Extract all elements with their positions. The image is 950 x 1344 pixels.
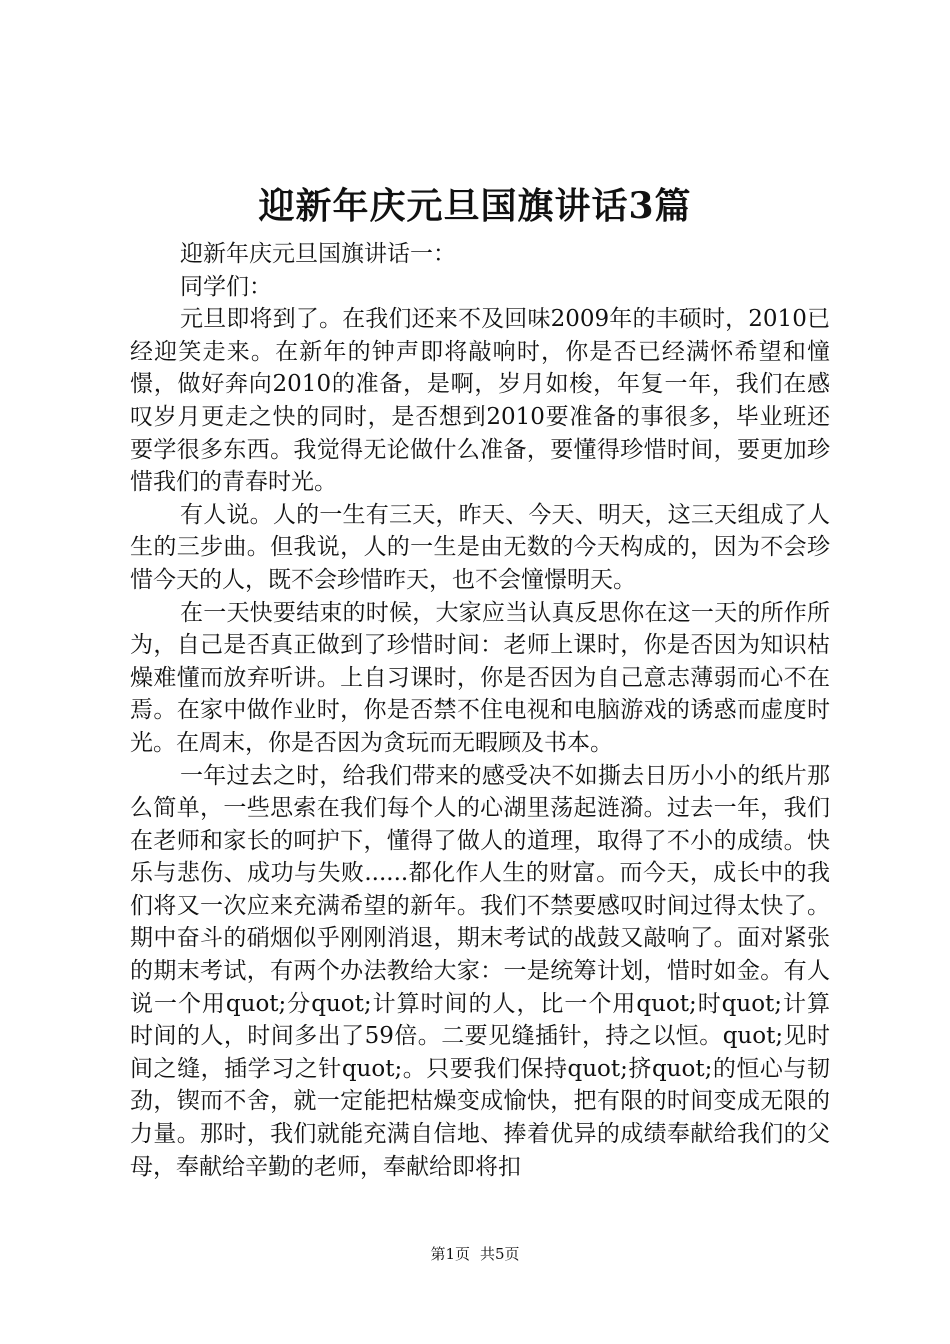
document-body <box>130 238 830 1183</box>
paragraph: 在一天快要结束的时候，大家应当认真反思你在这一天的所作所为，自己是否真正做到了珍惜时间：老师上课时，你是否因为知识枯燥难懂而放弃听讲。上自习课时，你是否因为自己意志薄弱而心不在焉。在家中做作业时，你是否禁不住电视和电脑游戏的诱惑而虚度时光。在周末，你是否因为贪玩而无暇顾及书本。 <box>130 599 830 756</box>
document-title: 迎新年庆元旦国旗讲话3篇 <box>258 185 692 227</box>
page-footer <box>0 1244 950 1264</box>
paragraph-salutation: 同学们： <box>180 273 272 300</box>
paragraph: 元旦即将到了。在我们还来不及回味2009年的丰硕时，2010已经迎笑走来。在新年的钟声即将敲响时，你是否已经满怀希望和憧憬，做好奔向2010的准备，是啊，岁月如梭，年复一年，我们在感叹岁月更走之快的同时，是否想到2010要准备的事很多，毕业班还要学很多东西。我觉得无论做什么准备，要懂得珍惜时间，要更加珍惜我们的青春时光。 <box>130 306 830 496</box>
paragraph: 一年过去之时，给我们带来的感受决不如撕去日历小小的纸片那么简单，一些思索在我们每个人的心湖里荡起涟漪。过去一年，我们在老师和家长的呵护下，懂得了做人的道理，取得了不小的成绩。快乐与悲伤、成功与失败......都化作人生的财富。而今天，成长中的我们将又一次应来充满希望的新年。我们不禁要感叹时间过得太快了。期中奋斗的硝烟似乎刚刚消退，期末考试的战鼓又敲响了。面对紧张的期末考试，有两个办法教给大家：一是统筹计划，惜时如金。有人说一个用quot;分quot;计算时间的人，比一个用quot;时quot;计算时间的人，时间多出了59倍。二要见缝插针，持之以恒。quot;见时间之缝，插学习之针quot;。只要我们保持quot;挤quot;的恒心与韧劲，锲而不舍，就一定能把枯燥变成愉快，把有限的时间变成无限的力量。那时，我们就能充满自信地、捧着优异的成绩奉献给我们的父母，奉献给辛勤的老师，奉献给即将扣 <box>130 762 830 1180</box>
page-total: 共5页 <box>480 1245 520 1263</box>
paragraph: 有人说。人的一生有三天，昨天、今天、明天，这三天组成了人生的三步曲。但我说，人的一生是由无数的今天构成的，因为不会珍惜今天的人，既不会珍惜昨天，也不会憧憬明天。 <box>130 501 830 593</box>
paragraph-heading: 迎新年庆元旦国旗讲话一： <box>180 241 456 267</box>
page-number: 第1页 <box>430 1245 470 1263</box>
